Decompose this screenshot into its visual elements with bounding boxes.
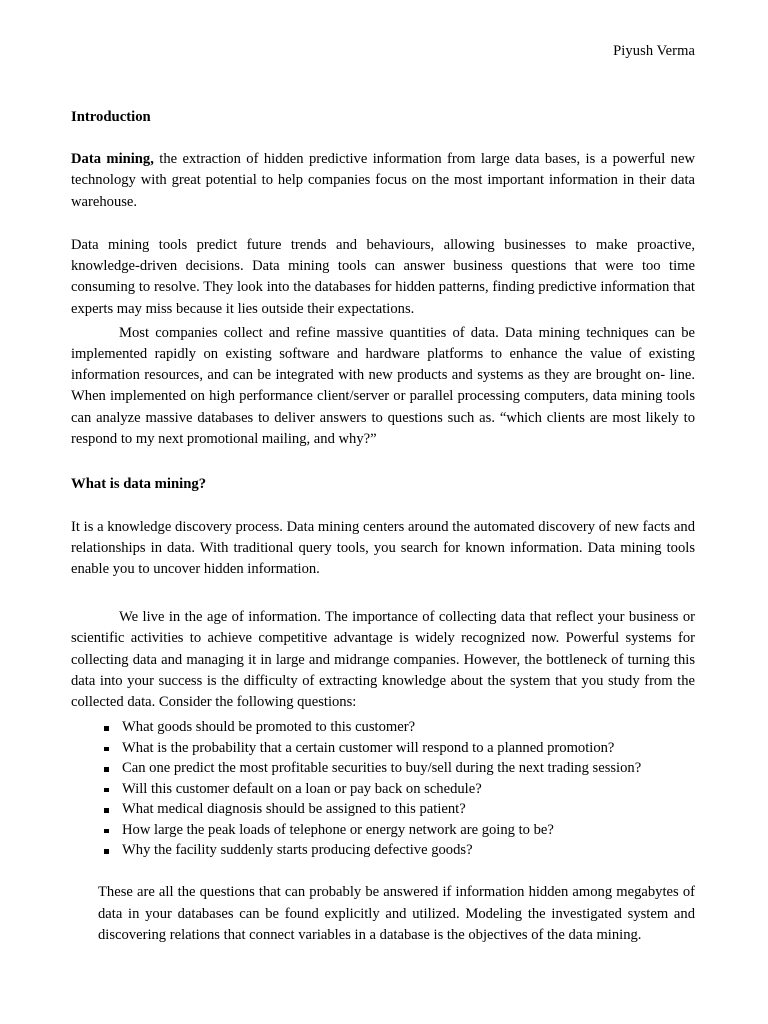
spacer [71, 127, 695, 149]
square-bullet-icon [104, 726, 109, 731]
square-bullet-icon [104, 808, 109, 813]
list-item-text: Can one predict the most profitable securities to buy/sell during the next trading session? [122, 760, 642, 777]
spacer [71, 213, 695, 235]
spacer [71, 861, 695, 882]
paragraph-tools-predict-trends: Data mining tools predict future trends and behaviours, allowing businesses to make proactive, knowledge-driven decisions. Data mining tools can answer business questions that were too time consuming to resolve. They look into the databases for hidden patterns, finding predictive information that experts may miss because it lies outside their expectations. [71, 236, 695, 317]
list-item [71, 759, 695, 779]
list-item [71, 718, 695, 738]
list-item [71, 821, 695, 841]
paragraph-most-companies-collect: Most companies collect and refine massive quantities of data. Data mining techniques can be implemented rapidly on existing software and hardware platforms to enhance the value of existing information resources, and can be integrated with new products and systems as they are brought on- line. When implemented on high performance client/server or parallel processing computers, data mining tools can analyze massive databases to deliver answers to questions such as. “which clients are most likely to respond to my next promotional mailing, and why?” [71, 324, 695, 447]
list-item-text: How large the peak loads of telephone or energy network are going to be? [122, 821, 554, 838]
spacer [71, 450, 695, 475]
questions-bullet-list [71, 718, 695, 861]
author-name: Piyush Verma [613, 43, 695, 59]
square-bullet-icon [104, 788, 109, 793]
paragraph-text: the extraction of hidden predictive information from large data bases, is a powerful new technology with great potential to help companies focus on the most important information in their data warehouse. [71, 151, 695, 210]
spacer [71, 61, 695, 108]
spacer [71, 495, 695, 517]
square-bullet-icon [104, 849, 109, 854]
paragraph-knowledge-discovery-process: It is a knowledge discovery process. Data mining centers around the automated discovery of new facts and relationships in data. With traditional query tools, you search for known information. Data mining tools enable you to uncover hidden information. [71, 518, 695, 577]
list-item-text: Will this customer default on a loan or pay back on schedule? [122, 780, 482, 797]
document-body [71, 0, 695, 946]
list-item-text: Why the facility suddenly starts producing defective goods? [122, 841, 473, 858]
list-item-text: What goods should be promoted to this customer? [122, 719, 416, 736]
document-header [71, 0, 695, 61]
square-bullet-icon [104, 747, 109, 752]
list-item-text: What medical diagnosis should be assigned to this patient? [122, 801, 466, 818]
spacer [71, 580, 695, 607]
list-item [71, 739, 695, 759]
list-item [71, 841, 695, 861]
paragraph-age-of-information: We live in the age of information. The importance of collecting data that reflect your business or scientific activities to achieve competitive advantage is widely recognized now. Powerful systems for collecting data and managing it in large and midrange companies. However, the bottleneck of turning this data into your success is the difficulty of extracting knowledge about the system that you study from the collected data. Consider the following questions: [71, 609, 695, 711]
inline-bold-lead: Data mining, [71, 151, 154, 168]
paragraph-closing-objectives: These are all the questions that can probably be answered if information hidden among megabytes of data in your databases can be found explicitly and utilized. Modeling the investigated system and discovering relations that connect variables in a database is the objectives of the data mining. [98, 884, 695, 943]
list-item [71, 800, 695, 820]
list-item [71, 780, 695, 800]
section-heading-what-is-data-mining: What is data mining? [71, 476, 207, 493]
paragraph-data-mining-definition [71, 149, 695, 213]
square-bullet-icon [104, 767, 109, 772]
section-heading-introduction: Introduction [71, 108, 151, 125]
square-bullet-icon [104, 829, 109, 834]
list-item-text: What is the probability that a certain customer will respond to a planned promotion? [122, 739, 615, 756]
